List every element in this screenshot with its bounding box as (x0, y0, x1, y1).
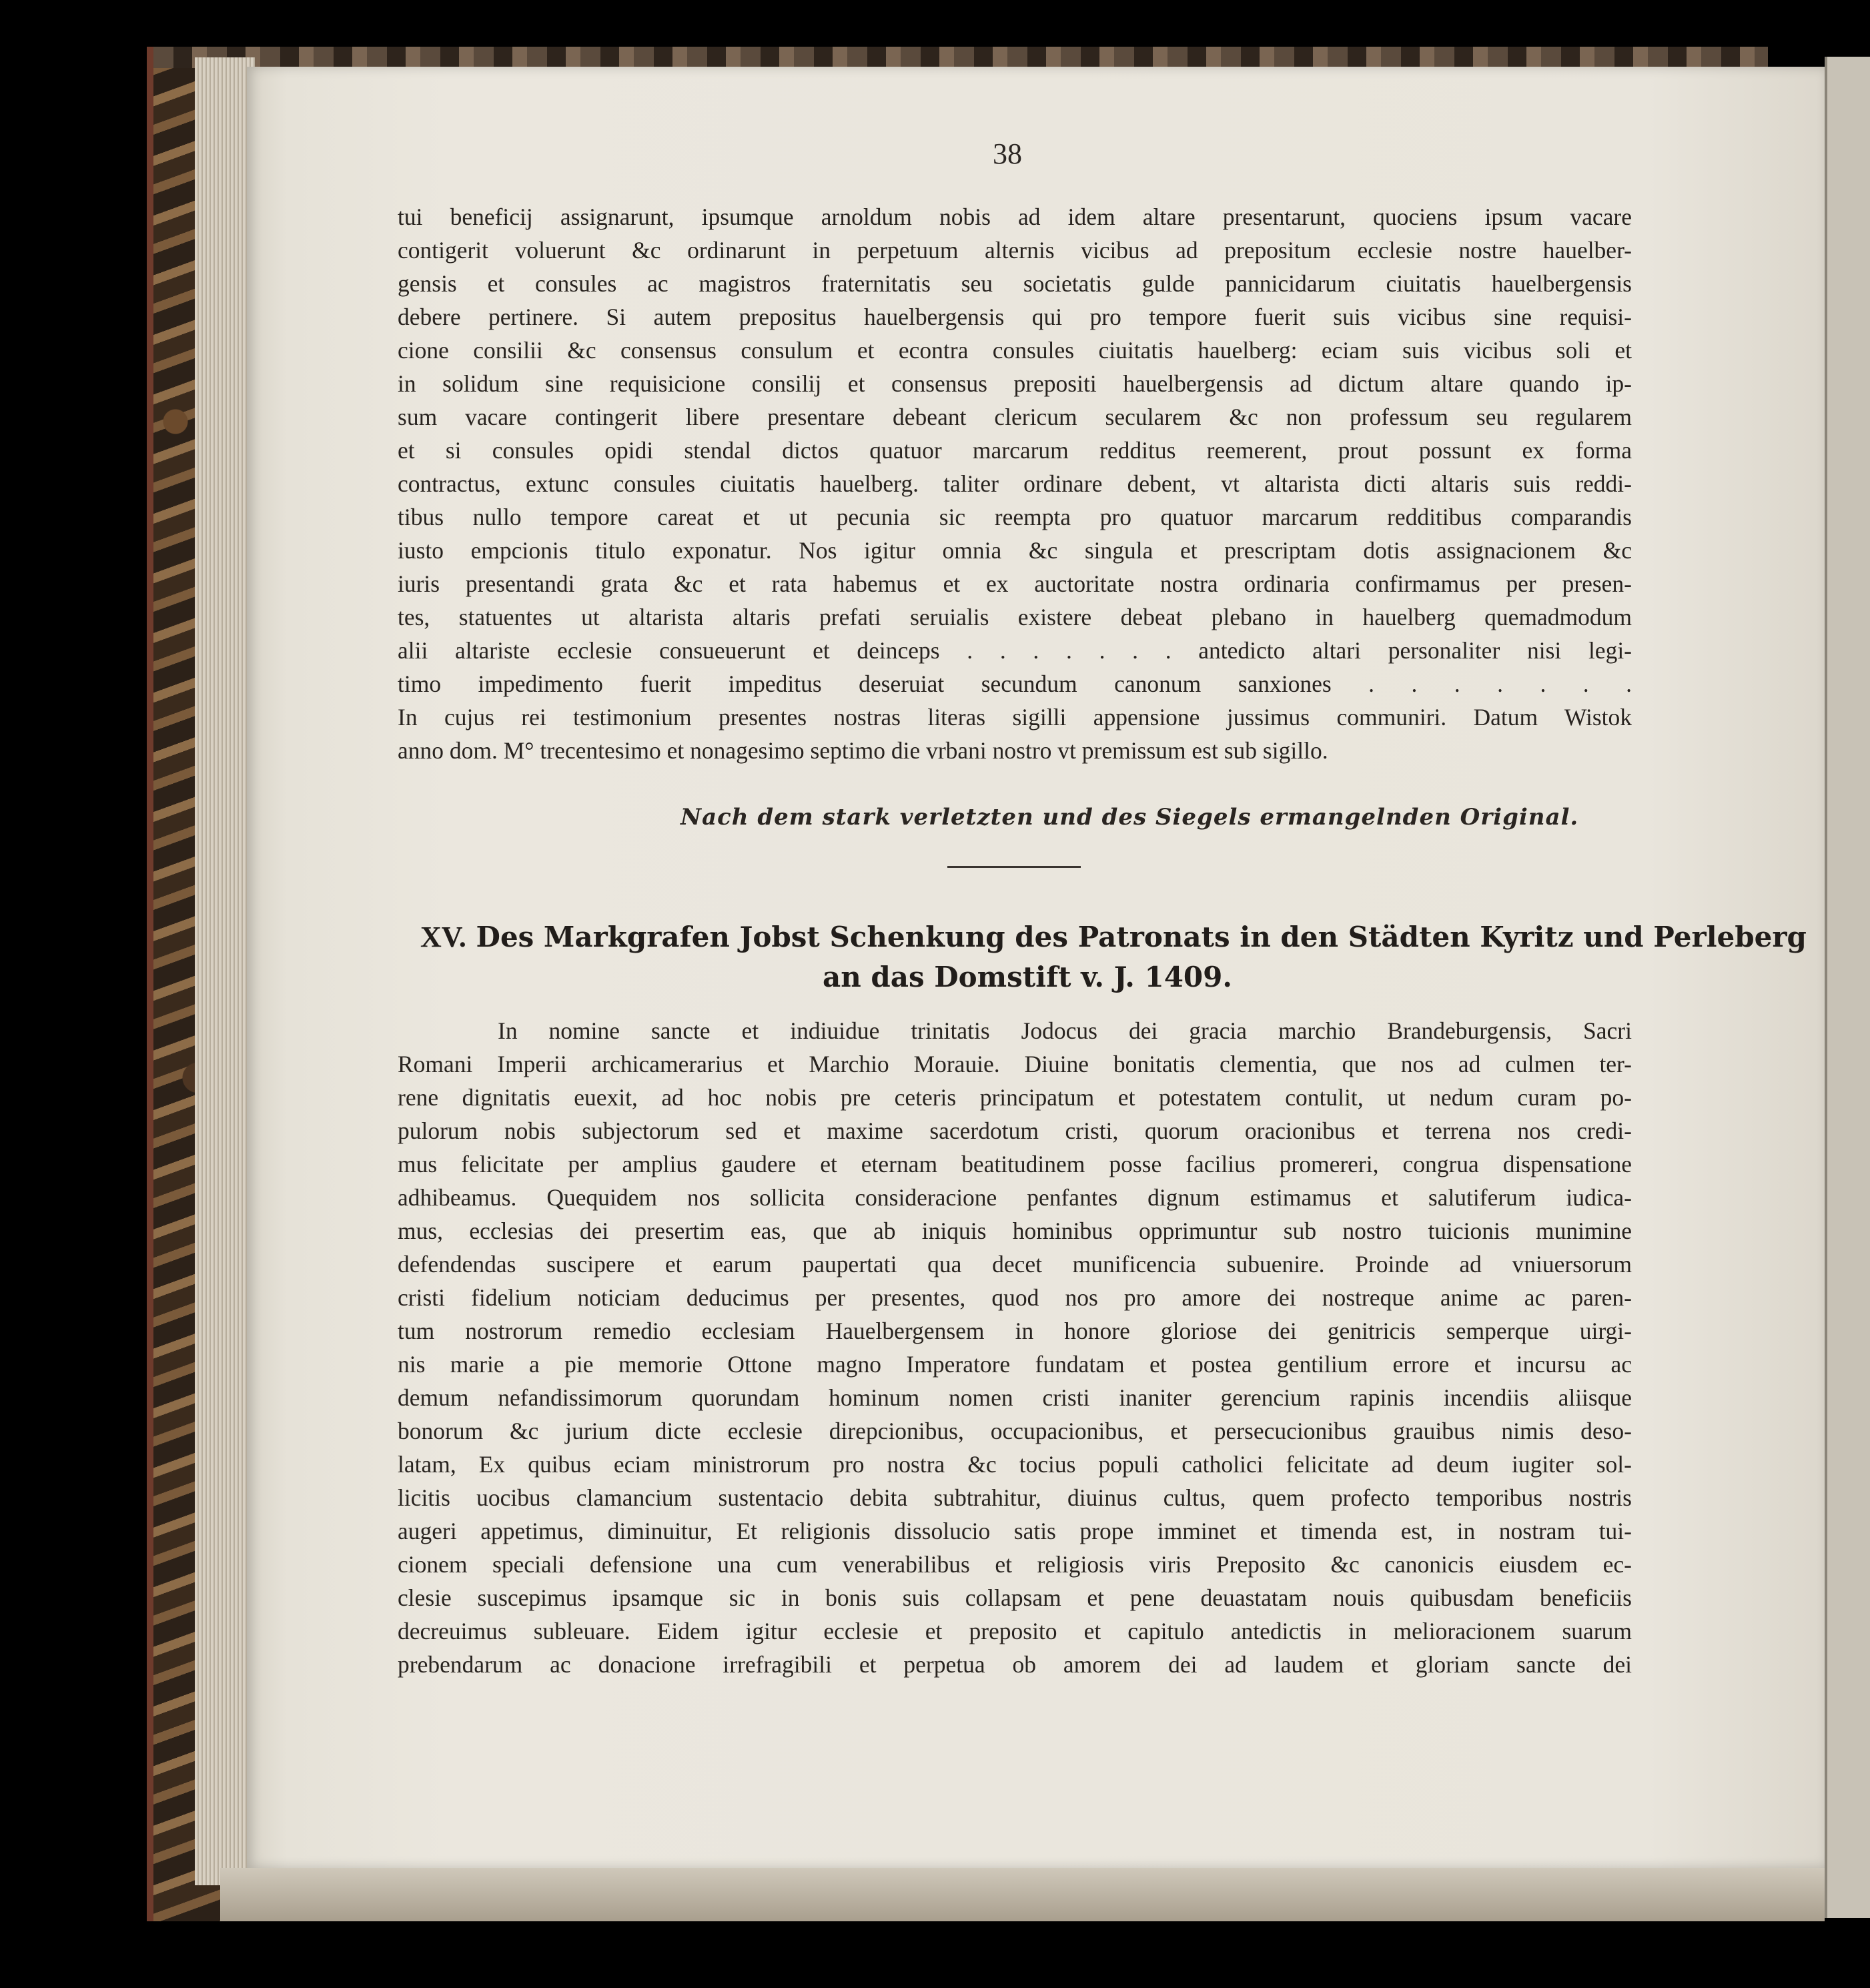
section-number: XV. (420, 921, 466, 953)
text-line: defendendas suscipere et earum paupertati qua decet munificencia subuenire. Proinde ad vniuersorum (398, 1251, 1632, 1278)
text-line: tum nostrorum remedio ecclesiam Hauelbergensem in honore gloriose dei genitricis semperque uirgi- (398, 1318, 1632, 1344)
text-line: tes, statuentes ut altarista altaris prefati seruialis existere debeat plebano in hauelberg quemadmodum (398, 604, 1632, 630)
text-line: demum nefandissimorum quorundam hominum nomen cristi inaniter gerencium rapinis incendiis aliisque (398, 1384, 1632, 1411)
text-line: debere pertinere. Si autem prepositus hauelbergensis qui pro tempore fuerit suis vicibus sine requisi- (398, 304, 1632, 330)
text-line: licitis uocibus clamancium sustentacio debita subtrahitur, diuinus cultus, quem profecto temporibus nostris (398, 1484, 1632, 1511)
text-line: in solidum sine requisicione consilij et consensus prepositi hauelbergensis ad dictum altare quando ip- (398, 370, 1632, 397)
text-line: mus, ecclesias dei presertim eas, que ab iniquis hominibus opprimuntur sub nostro tuicionis munimine (398, 1217, 1632, 1244)
heading-title-2: an das Domstift v. J. 1409. (823, 961, 1232, 993)
text-line: anno dom. M° trecentesimo et nonagesimo septimo die vrbani nostro vt premissum est sub sigillo. (398, 737, 1328, 764)
text-line: alii altariste ecclesie consueuerunt et deinceps . . . . . . . antedicto altari personaliter nisi legi- (398, 637, 1632, 664)
page-number: 38 (993, 137, 1022, 170)
text-line: bonorum &c jurium dicte ecclesie direpcionibus, occupacionibus, et persecucionibus grauibus nimis deso- (398, 1418, 1632, 1444)
text-line: Romani Imperii archicamerarius et Marchio Morauie. Diuine bonitatis clementia, que nos ad culmen ter- (398, 1051, 1632, 1077)
heading-title-1: Des Markgrafen Jobst Schenkung des Patronats in den Städten Kyritz und Perleberg (476, 921, 1807, 953)
page-stack-edge (195, 57, 255, 1885)
charter-text-top (398, 200, 1632, 767)
text-line: prebendarum ac donacione irrefragibili et perpetua ob amorem dei ad laudem et gloriam sancte dei (398, 1651, 1632, 1678)
text-line: iuris presentandi grata &c et rata habemus et ex auctoritate nostra ordinaria confirmamus per presen- (398, 570, 1632, 597)
text-line: contractus, extunc consules ciuitatis hauelberg. taliter ordinare debent, vt altarista dicti altaris suis reddi- (398, 470, 1632, 497)
text-line: contigerit voluerunt &c ordinarunt in perpetuum alternis vicibus ad prepositum ecclesie nostre hauelber- (398, 237, 1632, 264)
section-divider (947, 866, 1081, 868)
source-note: Nach dem stark verletzten und des Siegels ermangelnden Original. (680, 804, 1579, 831)
text-line: clesie suscepimus ipsamque sic in bonis suis collapsam et pene deuastatam nouis quibusdam beneficiis (398, 1584, 1632, 1611)
text-line: gensis et consules ac magistros fraternitatis seu societatis gulde pannicidarum ciuitatis hauelbergensis (398, 270, 1632, 297)
text-line: rene dignitatis euexit, ad hoc nobis pre ceteris principatum et potestatem contulit, ut nedum curam po- (398, 1084, 1632, 1111)
text-line: timo impedimento fuerit impeditus deseruiat secundum canonum sanxiones . . . . . . . (398, 670, 1632, 697)
text-line: iusto empcionis titulo exponatur. Nos igitur omnia &c singula et prescriptam dotis assignacionem &c (398, 537, 1632, 564)
heading-line-1 (420, 917, 1807, 957)
facing-page-edge (1825, 57, 1870, 1918)
text-line: adhibeamus. Quequidem nos sollicita consideracione penfantes dignum estimamus et salutiferum iudica- (398, 1184, 1632, 1211)
text-line: augeri appetimus, diminuitur, Et religionis dissolucio satis prope imminet et timenda est, in nostram tui- (398, 1518, 1632, 1544)
text-line: nis marie a pie memorie Ottone magno Imperatore fundatam et postea gentilium errore et incursu ac (398, 1351, 1632, 1378)
book-top-edge (153, 47, 1768, 68)
text-line: latam, Ex quibus eciam ministrorum pro nostra &c tocius populi catholici felicitate ad deum iugiter sol- (398, 1451, 1632, 1478)
text-line: et si consules opidi stendal dictos quatuor marcarum redditus reemerent, prout possunt ex forma (398, 437, 1632, 464)
text-line: pulorum nobis subjectorum sed et maxime sacerdotum cristi, quorum oracionibus et terrena nos credi- (398, 1117, 1632, 1144)
text-line: In cujus rei testimonium presentes nostras literas sigilli appensione jussimus communiri. Datum Wistok (398, 704, 1632, 730)
charter-text-bottom (398, 1014, 1632, 1681)
section-heading (420, 917, 1807, 997)
text-line: In nomine sancte et indiuidue trinitatis Jodocus dei gracia marchio Brandeburgensis, Sacri (498, 1017, 1632, 1044)
text-line: sum vacare contingerit libere presentare debeant clericum secularem &c non professum seu regularem (398, 404, 1632, 430)
book-bottom-edge (220, 1868, 1825, 1921)
text-line: tibus nullo tempore careat et ut pecunia sic reempta pro quatuor marcarum redditibus comparandis (398, 504, 1632, 530)
text-line: cione consilii &c consensus consulum et econtra consules ciuitatis hauelberg: eciam suis vicibus soli et (398, 337, 1632, 364)
text-line: mus felicitate per amplius gaudere et eternam beatitudinem posse facilius promereri, congrua dispensatione (398, 1151, 1632, 1177)
text-line: tui beneficij assignarunt, ipsumque arnoldum nobis ad idem altare presentarunt, quociens ipsum vacare (398, 203, 1632, 230)
text-line: cionem speciali defensione una cum venerabilibus et religiosis viris Preposito &c canonicis eiusdem ec- (398, 1551, 1632, 1578)
text-line: cristi fidelium noticiam deducimus per presentes, quod nos pro amore dei nostreque anime ac paren- (398, 1284, 1632, 1311)
text-line: decreuimus subleuare. Eidem igitur ecclesie et preposito et capitulo antedictis in melioracionem suarum (398, 1618, 1632, 1644)
